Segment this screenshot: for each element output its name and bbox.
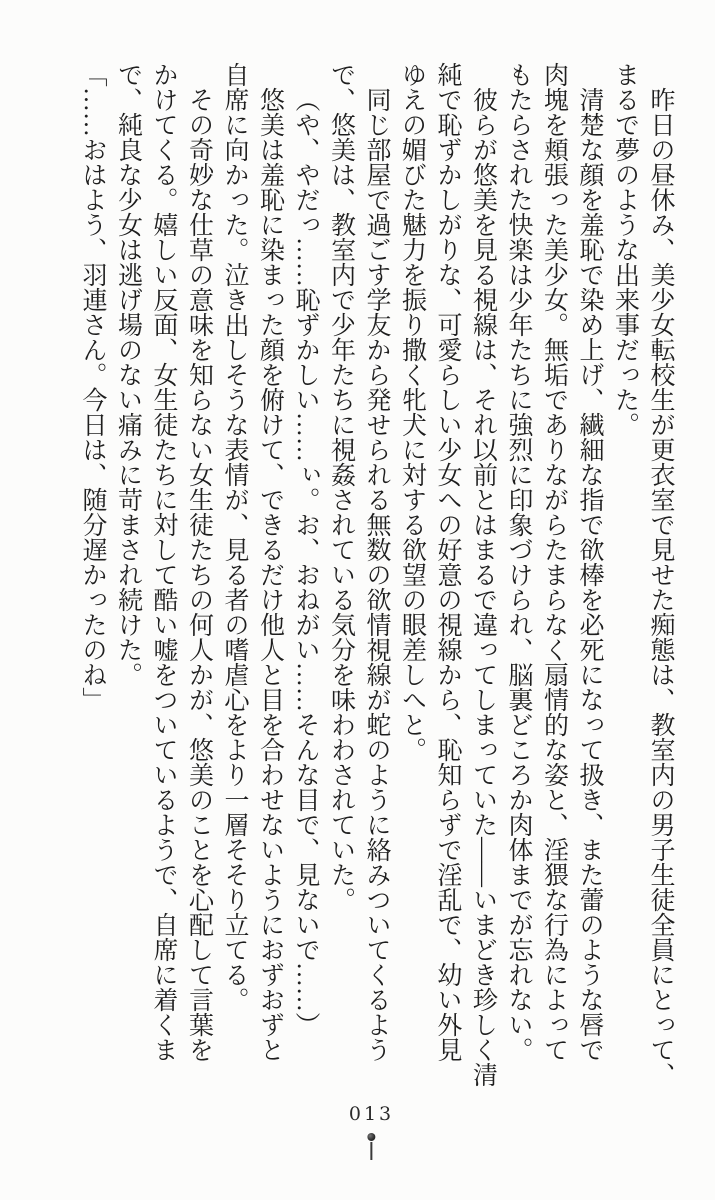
page-number: 013 <box>348 1103 395 1125</box>
ornament-stem <box>370 1142 372 1160</box>
text-column: かけてくる。嬉しい反面、女生徒たちに対して酷い嘘をついているようで、自席に着くま <box>150 62 177 1062</box>
text-column: 自席に向かった。泣き出しそうな表情が、見る者の嗜虐心をより一層そそり立てる。 <box>221 62 248 1012</box>
text-column: で、悠美は、教室内で少年たちに視姦されている気分を味わわされていた。 <box>327 62 355 912</box>
page-footer <box>349 1103 394 1161</box>
text-column: まるで夢のような出来事だった。 <box>611 62 639 437</box>
text-column: 同じ部屋で過ごす学友から発せられる無数の欲情視線が蛇のように絡みついてくるよう <box>363 87 390 1062</box>
text-column: 昨日の昼休み、美少女転校生が更衣室で見せた痴態は、教室内の男子生徒全員にとって、 <box>647 87 674 1087</box>
text-column: もたらされた快楽は少年たちに強烈に印象づけられ、脳裏どころか肉体までが忘れない。 <box>505 62 532 1062</box>
text-column: 悠美は羞恥に染まった顔を俯けて、できるだけ他人と目を合わせないようにおずおずと <box>256 87 284 1062</box>
text-column: （や、やだっ……恥ずかしい……ぃ。お、おねがい……そんな目で、見ないで……） <box>292 87 319 1037</box>
ornament-bud <box>367 1133 375 1141</box>
text-column: その奇妙な仕草の意味を知らない女生徒たちの何人かが、悠美のことを心配して言葉を <box>185 87 213 1062</box>
text-column: 純で恥ずかしがりな、可愛らしい少女への好意の視線から、恥知らずで淫乱で、幼い外見 <box>434 62 461 1062</box>
text-column: 肉塊を頬張った美少女。無垢でありながらたまらなく扇情的な姿と、淫猥な行為によって <box>540 62 568 1062</box>
flower-stem-ornament-icon <box>367 1133 375 1161</box>
text-column: 「……おはよう、羽連さん。今日は、随分遅かったのね」 <box>79 62 106 712</box>
page-text <box>75 62 679 1104</box>
text-column: ゆえの媚びた魅力を振り撒く牝犬に対する欲望の眼差しへと。 <box>398 62 426 762</box>
text-column: 清楚な顔を羞恥で染め上げ、繊細な指で欲棒を必死になって扱き、また蕾のような唇で <box>576 87 603 1062</box>
text-column: で、純良な少女は逃げ場のない痛みに苛まされ続けた。 <box>114 62 142 687</box>
text-column: 彼らが悠美を見る視線は、それ以前とはまるで違ってしまっていた——いまどき珍しく清 <box>469 87 497 1087</box>
